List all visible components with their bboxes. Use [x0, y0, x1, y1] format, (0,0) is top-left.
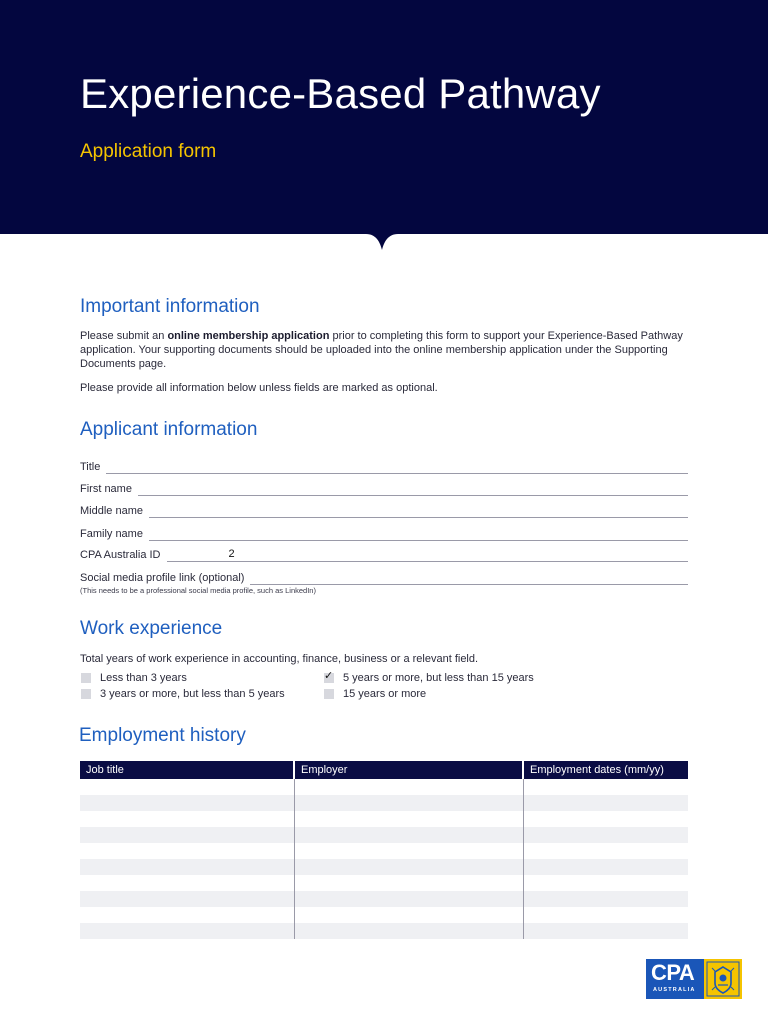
employer-cell[interactable]: [294, 859, 523, 875]
column-header-employer: Employer: [294, 761, 523, 779]
option-label: 15 years or more: [343, 688, 427, 700]
employer-cell[interactable]: [294, 923, 523, 939]
checkbox-checked[interactable]: [324, 670, 334, 683]
crest-icon: [704, 959, 742, 999]
table-header-row: [80, 761, 688, 779]
first-name-label: First name: [80, 483, 132, 495]
page-subtitle: Application form: [80, 141, 217, 162]
social-media-field-row: [80, 567, 688, 585]
social-media-label: Social media profile link (optional): [80, 572, 245, 584]
job-title-cell[interactable]: [80, 923, 294, 939]
logo-australia-text: AUSTRALIA: [653, 987, 696, 993]
employer-cell[interactable]: [294, 843, 523, 859]
employer-cell[interactable]: [294, 907, 523, 923]
table-row: [80, 875, 688, 891]
social-media-input[interactable]: [250, 571, 688, 585]
job-title-cell[interactable]: [80, 779, 294, 795]
job-title-cell[interactable]: [80, 891, 294, 907]
first-name-field-row: [80, 478, 688, 496]
employer-cell[interactable]: [294, 811, 523, 827]
family-name-field-row: [80, 523, 688, 541]
family-name-input[interactable]: [149, 527, 688, 541]
important-information-heading: Important information: [80, 296, 260, 317]
dates-cell[interactable]: [523, 891, 688, 907]
table-row: [80, 923, 688, 939]
option-label: Less than 3 years: [100, 672, 187, 684]
social-media-note: (This needs to be a professional social media profile, such as LinkedIn): [80, 586, 316, 595]
job-title-cell[interactable]: [80, 859, 294, 875]
work-experience-heading: Work experience: [80, 618, 223, 639]
dates-cell[interactable]: [523, 811, 688, 827]
table-row: [80, 811, 688, 827]
dates-cell[interactable]: [523, 923, 688, 939]
cpa-australia-logo: [646, 959, 742, 999]
page-title: Experience-Based Pathway: [80, 70, 601, 117]
checkbox[interactable]: [324, 689, 334, 699]
header-banner: [0, 0, 768, 252]
column-header-employment-dates: Employment dates (mm/yy): [523, 761, 688, 779]
employer-cell[interactable]: [294, 795, 523, 811]
para1-text-continued: prior to completing this form to support your Experience-Based Pathway application. Your supporting documents should be uploaded into the online membership application under the Supporting Documents page.: [80, 330, 683, 370]
dates-cell[interactable]: [523, 827, 688, 843]
checkmark-icon: ✓: [324, 670, 334, 682]
para1-text: Please submit an: [80, 330, 168, 342]
employment-history-table: [80, 761, 688, 939]
middle-name-label: Middle name: [80, 505, 143, 517]
important-paragraph-2: Please provide all information below unless fields are marked as optional.: [80, 382, 438, 394]
cpa-id-label: CPA Australia ID: [80, 549, 161, 561]
job-title-cell[interactable]: [80, 795, 294, 811]
dates-cell[interactable]: [523, 779, 688, 795]
online-membership-application-text: online membership application: [167, 330, 330, 342]
job-title-cell[interactable]: [80, 907, 294, 923]
title-field-row: [80, 456, 688, 474]
column-header-job-title: Job title: [80, 761, 294, 779]
table-row: [80, 795, 688, 811]
logo-cpa-text: CPA: [651, 960, 695, 985]
table-row: [80, 827, 688, 843]
job-title-cell[interactable]: [80, 875, 294, 891]
checkbox[interactable]: [81, 673, 91, 683]
table-row: [80, 907, 688, 923]
logo-crest: [704, 959, 742, 999]
table-row: [80, 779, 688, 795]
employer-cell[interactable]: [294, 891, 523, 907]
job-title-cell[interactable]: [80, 811, 294, 827]
banner-shape: [0, 0, 768, 252]
title-input[interactable]: [106, 460, 688, 474]
dates-cell[interactable]: [523, 795, 688, 811]
table-row: [80, 891, 688, 907]
option-label: 5 years or more, but less than 15 years: [343, 672, 534, 684]
title-label: Title: [80, 461, 101, 473]
option-15-plus-years[interactable]: [324, 688, 426, 700]
applicant-information-heading: Applicant information: [80, 419, 258, 440]
job-title-cell[interactable]: [80, 827, 294, 843]
option-5-to-15-years[interactable]: [324, 672, 534, 684]
work-experience-question: Total years of work experience in accounting, finance, business or a relevant field.: [80, 653, 479, 665]
cpa-id-field-row: [80, 544, 688, 562]
table-row: [80, 843, 688, 859]
dates-cell[interactable]: [523, 843, 688, 859]
middle-name-field-row: [80, 500, 688, 518]
important-paragraph-1: [80, 329, 690, 371]
employment-history-heading: Employment history: [79, 725, 246, 746]
employer-cell[interactable]: [294, 827, 523, 843]
option-3-to-5-years[interactable]: [81, 688, 285, 700]
job-title-cell[interactable]: [80, 843, 294, 859]
logo-wordmark: [646, 959, 704, 999]
employer-cell[interactable]: [294, 875, 523, 891]
checkbox[interactable]: [81, 689, 91, 699]
option-label: 3 years or more, but less than 5 years: [100, 688, 285, 700]
table-row: [80, 859, 688, 875]
dates-cell[interactable]: [523, 875, 688, 891]
cpa-id-input[interactable]: 2: [167, 548, 689, 562]
first-name-input[interactable]: [138, 482, 688, 496]
option-less-than-3-years[interactable]: [81, 672, 187, 684]
dates-cell[interactable]: [523, 859, 688, 875]
middle-name-input[interactable]: [149, 504, 688, 518]
employer-cell[interactable]: [294, 779, 523, 795]
family-name-label: Family name: [80, 528, 143, 540]
dates-cell[interactable]: [523, 907, 688, 923]
